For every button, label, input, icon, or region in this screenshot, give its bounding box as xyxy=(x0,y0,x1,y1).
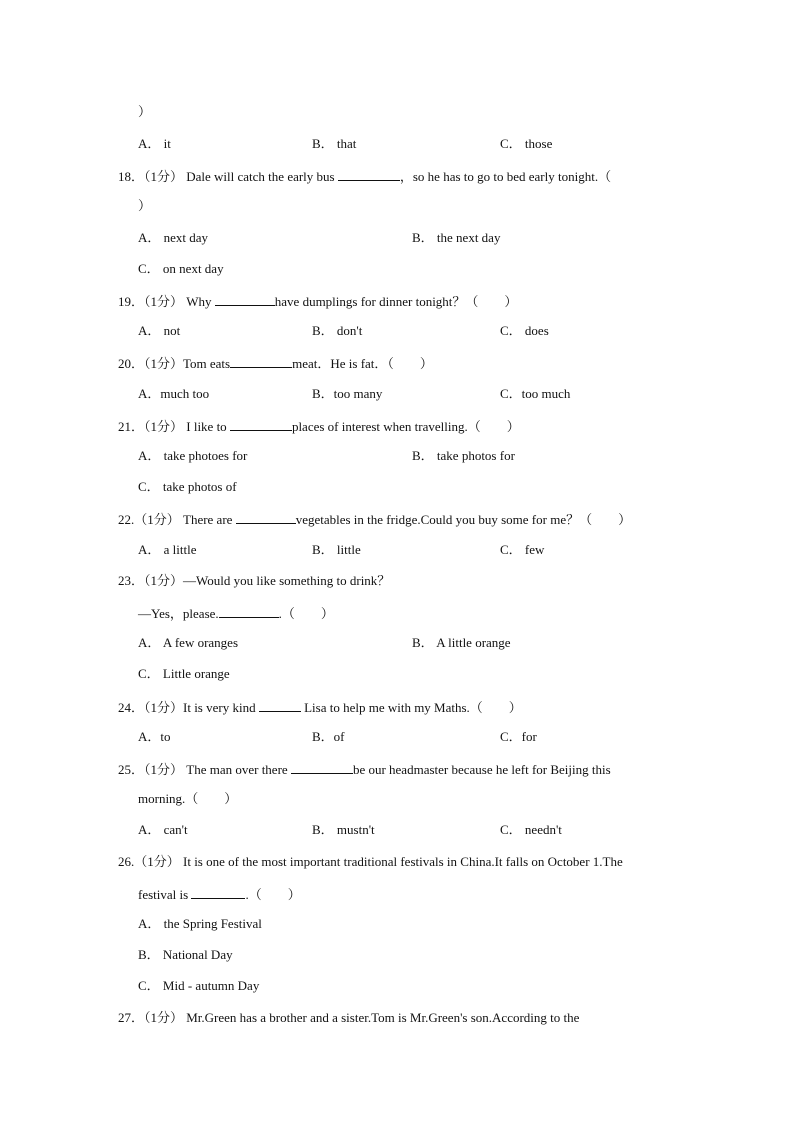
q26-option-b[interactable]: B． National Day xyxy=(138,947,233,962)
q26-line2-lead: festival is xyxy=(138,887,189,902)
q24-blank xyxy=(259,698,301,712)
q25-stem-tail: be our headmaster because he left for Beijing this xyxy=(352,762,611,777)
q22-stem xyxy=(118,510,631,528)
q19-option-b[interactable]: B． don't xyxy=(312,323,363,338)
q25-option-a[interactable]: A． can't xyxy=(138,822,188,837)
q26-blank xyxy=(191,885,245,899)
q19-stem-tail: have dumplings for dinner tonight？（ ） xyxy=(274,294,518,309)
q24-option-c[interactable]: C．for xyxy=(500,729,537,744)
q23-line2-lead: —Yes，please. xyxy=(138,606,219,621)
q26-option-a[interactable]: A． the Spring Festival xyxy=(138,916,262,931)
q19-stem xyxy=(118,292,517,310)
q21-stem-tail: places of interest when travelling.（ ） xyxy=(291,419,520,434)
q18-stem xyxy=(118,167,611,185)
q21-blank xyxy=(230,417,292,431)
q20-blank xyxy=(230,354,292,368)
q21-option-a[interactable]: A． take photoes for xyxy=(138,448,248,463)
q22-option-c[interactable]: C． few xyxy=(500,542,545,557)
q24-stem-tail: Lisa to help me with my Maths.（ ） xyxy=(304,700,522,715)
q21-stem xyxy=(118,417,520,435)
q17-option-c[interactable]: C． those xyxy=(500,136,553,151)
q18-option-c[interactable]: C． on next day xyxy=(138,261,224,276)
q20-stem xyxy=(118,354,433,372)
q20-stem-tail: meat．He is fat．（ ） xyxy=(292,356,433,371)
q17-option-b[interactable]: B． that xyxy=(312,136,357,151)
q21-stem-lead: 21．（1分） I like to xyxy=(118,419,227,434)
q18-option-b[interactable]: B． the next day xyxy=(412,230,501,245)
q23-option-b[interactable]: B． A little orange xyxy=(412,635,511,650)
q23-blank xyxy=(219,604,279,618)
q22-option-b[interactable]: B． little xyxy=(312,542,361,557)
q21-option-b[interactable]: B． take photos for xyxy=(412,448,515,463)
q19-option-c[interactable]: C． does xyxy=(500,323,549,338)
q18-stem-lead: 18．（1分） Dale will catch the early bus xyxy=(118,169,335,184)
q18-blank xyxy=(338,167,400,181)
q18-continuation: ） xyxy=(138,198,152,213)
q19-option-a[interactable]: A． not xyxy=(138,323,181,338)
q19-stem-lead: 19．（1分） Why xyxy=(118,294,212,309)
q26-stem-line2 xyxy=(138,885,301,903)
q25-option-c[interactable]: C． needn't xyxy=(500,822,562,837)
q24-option-b[interactable]: B．of xyxy=(312,729,345,744)
q25-blank xyxy=(291,760,353,774)
q20-stem-lead: 20．（1分）Tom eats xyxy=(118,356,231,371)
q25-option-b[interactable]: B． mustn't xyxy=(312,822,375,837)
q25-stem-lead: 25．（1分） The man over there xyxy=(118,762,288,777)
q22-option-a[interactable]: A． a little xyxy=(138,542,197,557)
q18-option-a[interactable]: A． next day xyxy=(138,230,209,245)
q23-option-a[interactable]: A． A few oranges xyxy=(138,635,239,650)
q22-stem-lead: 22.（1分） There are xyxy=(118,512,233,527)
q18-stem-tail: ，so he has to go to bed early tonight.（ xyxy=(399,169,612,184)
q17-continuation: ） xyxy=(138,104,152,119)
q26-stem: 26.（1分） It is one of the most important traditional festivals in China.It falls on October 1.The xyxy=(118,854,623,869)
q24-option-a[interactable]: A．to xyxy=(138,729,171,744)
q26-option-c[interactable]: C． Mid - autumn Day xyxy=(138,978,260,993)
q20-option-a[interactable]: A．much too xyxy=(138,386,210,401)
q25-stem xyxy=(118,760,611,778)
q27-stem: 27．（1分） Mr.Green has a brother and a sister.Tom is Mr.Green's son.According to the xyxy=(118,1010,580,1025)
q23-option-c[interactable]: C． Little orange xyxy=(138,666,230,681)
q20-option-b[interactable]: B．too many xyxy=(312,386,383,401)
q17-option-a[interactable]: A． it xyxy=(138,136,171,151)
q20-option-c[interactable]: C．too much xyxy=(500,386,571,401)
q23-stem: 23．（1分）—Would you like something to drink？ xyxy=(118,573,391,588)
q19-blank xyxy=(215,292,275,306)
q25-stem-line2: morning.（ ） xyxy=(138,791,238,806)
q21-option-c[interactable]: C． take photos of xyxy=(138,479,237,494)
q26-line2-tail: .（ ） xyxy=(245,887,301,902)
q24-stem-lead: 24．（1分）It is very kind xyxy=(118,700,256,715)
q22-stem-tail: vegetables in the fridge.Could you buy some for me？（ ） xyxy=(295,512,632,527)
q23-line2-tail: .（ ） xyxy=(278,606,334,621)
q23-stem-line2 xyxy=(138,604,334,622)
q22-blank xyxy=(236,510,296,524)
q24-stem xyxy=(118,698,522,716)
